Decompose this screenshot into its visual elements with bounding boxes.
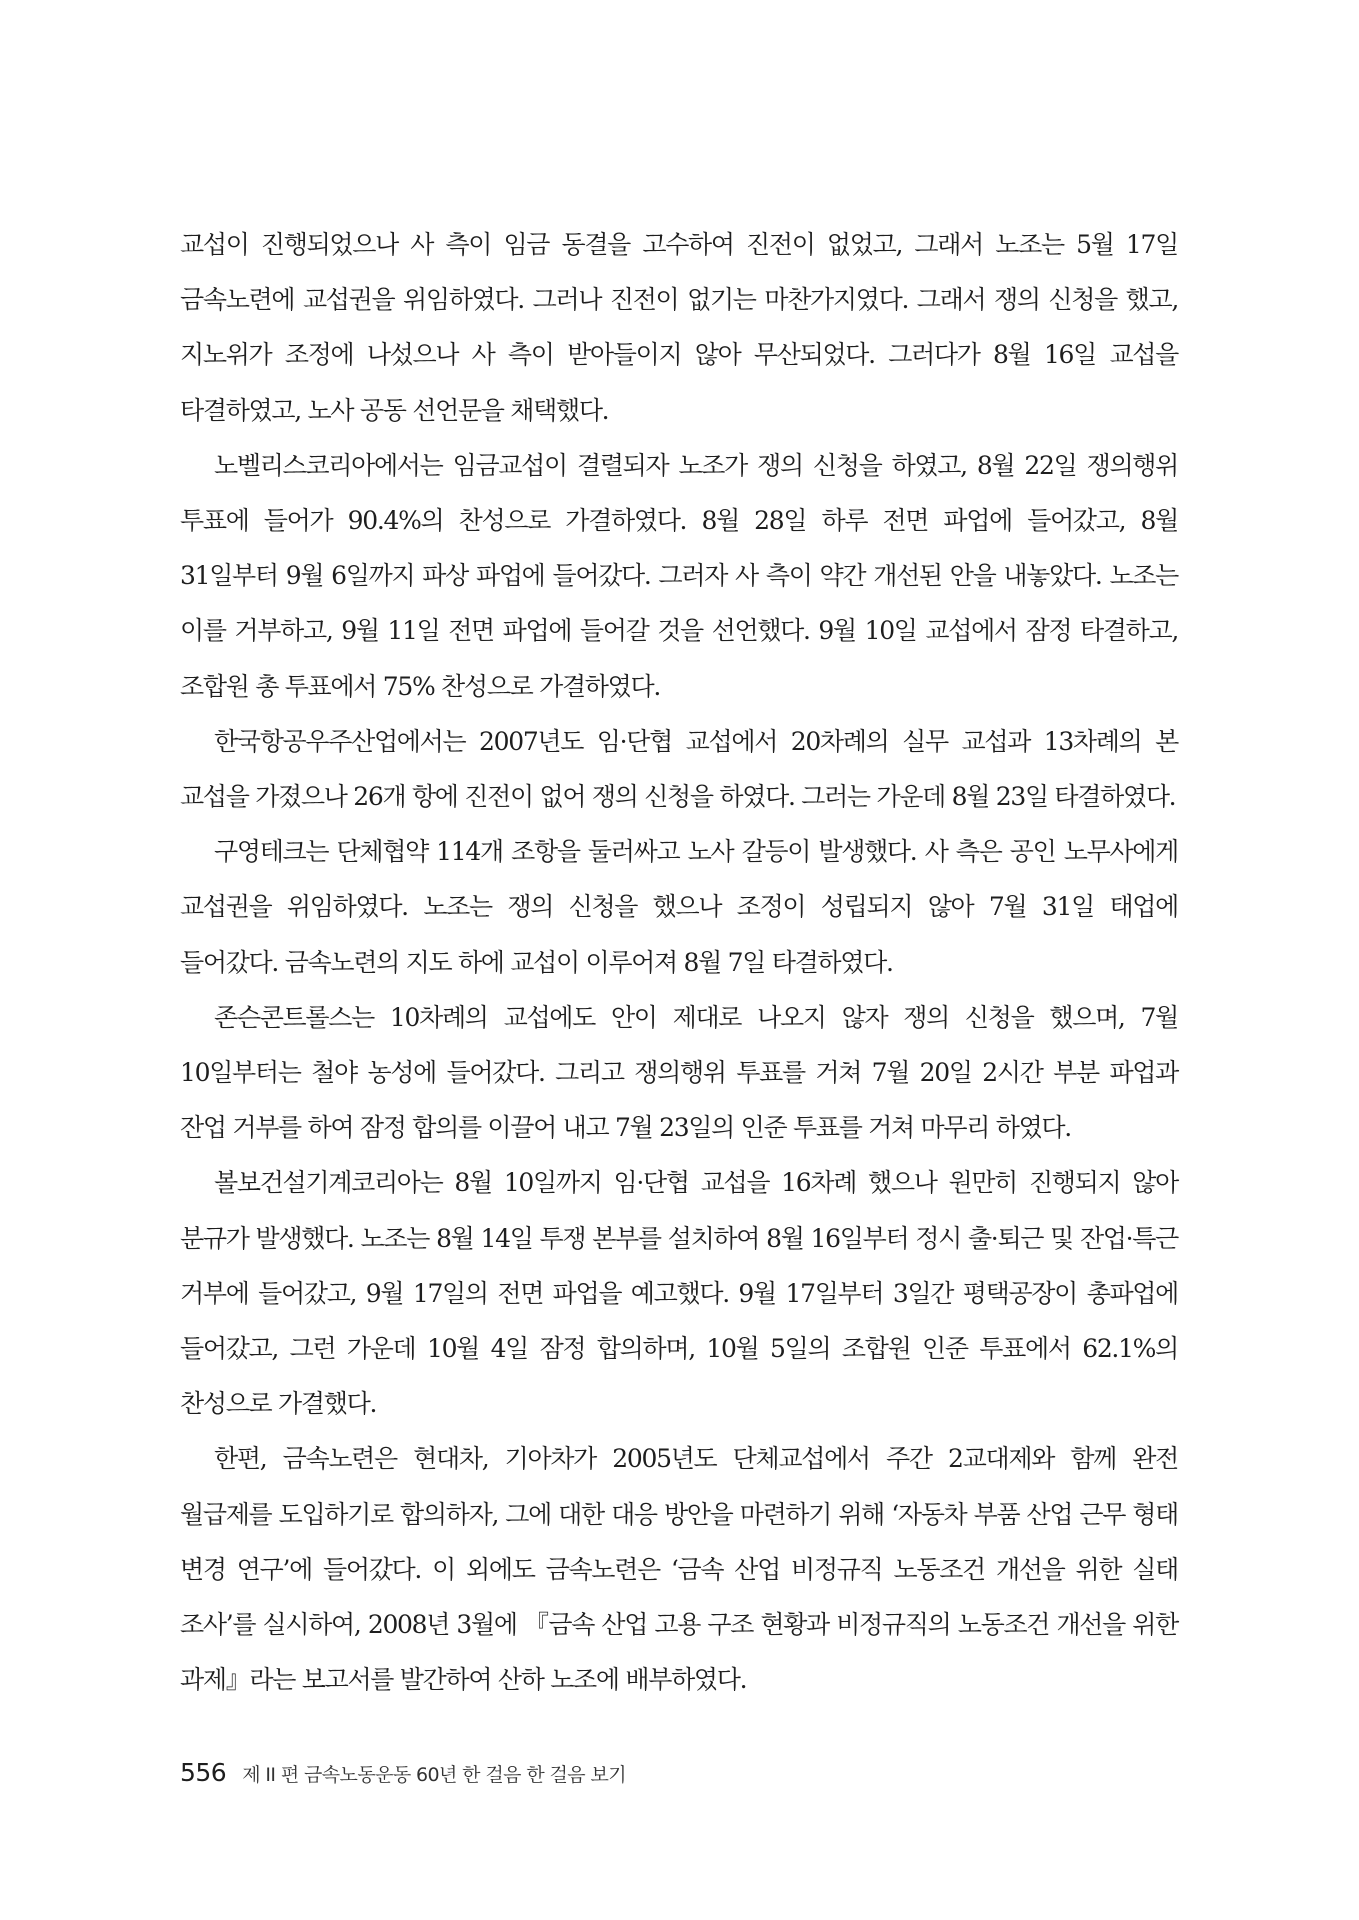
paragraph-volvo-construction: 볼보건설기계코리아는 8월 10일까지 임·단협 교섭을 16차례 했으나 원만히 진행되지 않아 분규가 발생했다. 노조는 8월 14일 투쟁 본부를 설치하여 8월 16일부터 정시 출·퇴근 및 잔업·특근 거부에 들어갔고, 9월 17일의 전면 파업을 예고했다. 9월 17일부터 3일간 평택공장이 총파업에 들어갔고, 그런 가운데 10월 4일 잠정 합의하며, 10월 5일의 조합원 인준 투표에서 62.1%의 찬성으로 가결했다. (180, 1168, 1178, 1419)
paragraph-continuation: 교섭이 진행되었으나 사 측이 임금 동결을 고수하여 진전이 없었고, 그래서 노조는 5월 17일 금속노련에 교섭권을 위임하였다. 그러나 진전이 없기는 마찬가지였다. 그래서 쟁의 신청을 했고, 지노위가 조정에 나섰으나 사 측이 받아들이지 않아 무산되었다. 그러다가 8월 16일 교섭을 타결하였고, 노사 공동 선언문을 채택했다. (180, 230, 1178, 425)
page-body (180, 217, 1178, 1707)
paragraph-johnson-controls: 존슨콘트롤스는 10차례의 교섭에도 안이 제대로 나오지 않자 쟁의 신청을 했으며, 7월 10일부터는 철야 농성에 들어갔다. 그리고 쟁의행위 투표를 거쳐 7월 20일 2시간 부분 파업과 잔업 거부를 하여 잠정 합의를 이끌어 내고 7월 23일의 인준 투표를 거쳐 마무리 하였다. (180, 1002, 1178, 1143)
paragraph-guyoung-tech: 구영테크는 단체협약 114개 조항을 둘러싸고 노사 갈등이 발생했다. 사 측은 공인 노무사에게 교섭권을 위임하였다. 노조는 쟁의 신청을 했으나 조정이 성립되지 않아 7월 31일 태업에 들어갔다. 금속노련의 지도 하에 교섭이 이루어져 8월 7일 타결하였다. (180, 837, 1178, 977)
page-number: 556 (180, 1758, 227, 1787)
paragraph-korea-aerospace: 한국항공우주산업에서는 2007년도 임·단협 교섭에서 20차례의 실무 교섭과 13차례의 본 교섭을 가졌으나 26개 항에 진전이 없어 쟁의 신청을 하였다. 그러는 가운데 8월 23일 타결하였다. (180, 726, 1178, 812)
paragraph-federation-research: 한편, 금속노련은 현대차, 기아차가 2005년도 단체교섭에서 주간 2교대제와 함께 완전 월급제를 도입하기로 합의하자, 그에 대한 대응 방안을 마련하기 위해 ‘자동차 부품 산업 근무 형태 변경 연구’에 들어갔다. 이 외에도 금속노련은 ‘금속 산업 비정규직 노동조건 개선을 위한 실태 조사’를 실시하여, 2008년 3월에 『금속 산업 고용 구조 현황과 비정규직의 노동조건 개선을 위한 과제』라는 보고서를 발간하여 산하 노조에 배부하였다. (180, 1444, 1178, 1695)
paragraph-novelis-korea: 노벨리스코리아에서는 임금교섭이 결렬되자 노조가 쟁의 신청을 하였고, 8월 22일 쟁의행위 투표에 들어가 90.4%의 찬성으로 가결하였다. 8월 28일 하루 전면 파업에 들어갔고, 8월 31일부터 9월 6일까지 파상 파업에 들어갔다. 그러자 사 측이 약간 개선된 안을 내놓았다. 노조는 이를 거부하고, 9월 11일 전면 파업에 들어갈 것을 선언했다. 9월 10일 교섭에서 잠정 타결하고, 조합원 총 투표에서 75% 찬성으로 가결하였다. (180, 450, 1178, 701)
page-footer (180, 1758, 626, 1792)
running-title: 제 II 편 금속노동운동 60년 한 걸음 한 걸음 보기 (242, 1764, 626, 1786)
